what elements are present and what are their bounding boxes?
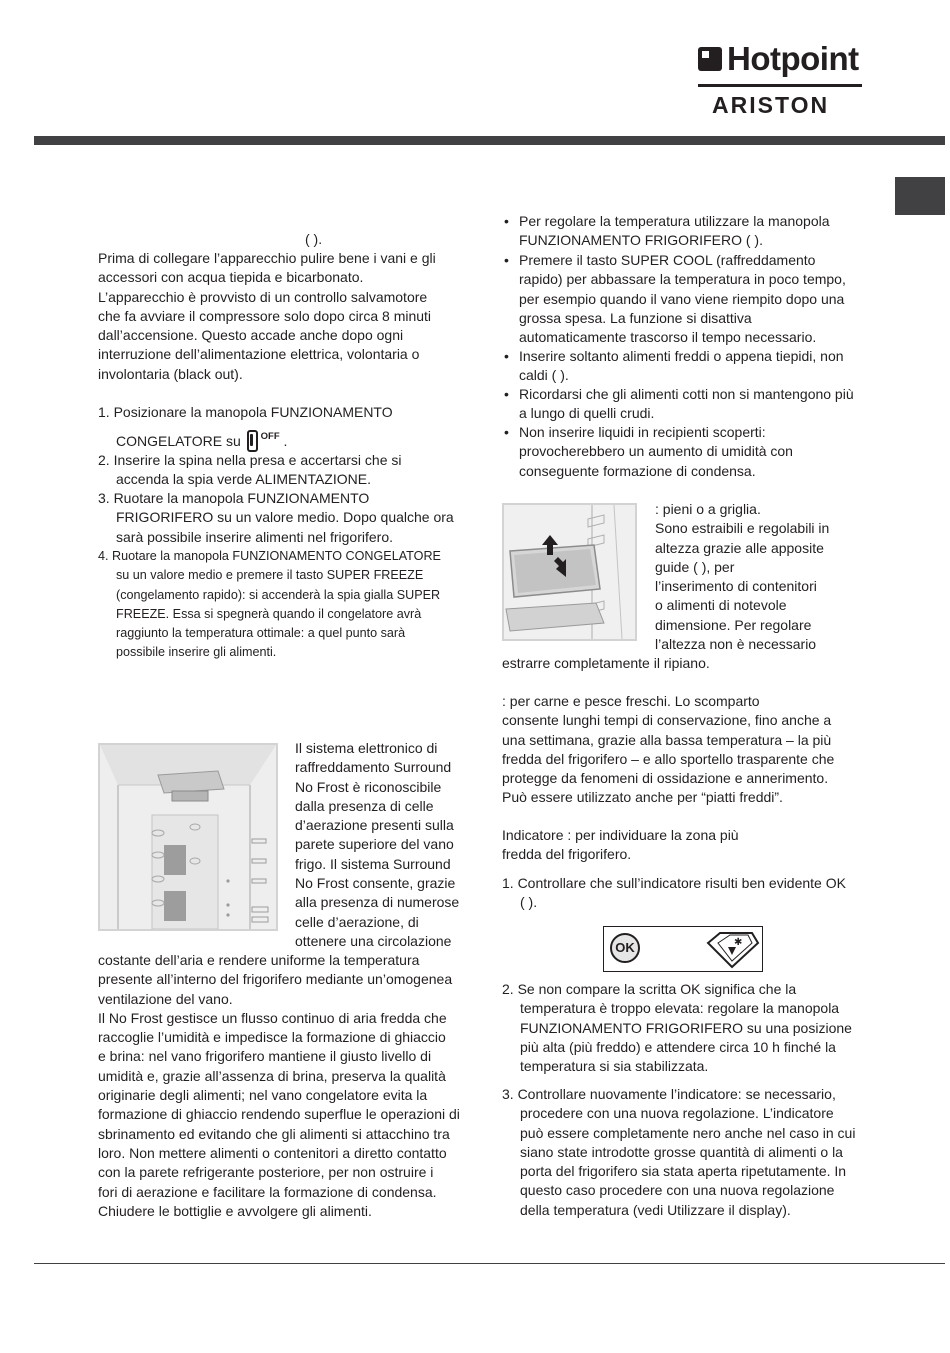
shelves-text-end: estrarre completamente il ripiano. bbox=[502, 655, 710, 671]
bullet-cooked-food: • Ricordarsi che gli alimenti cotti non si mantengono più a lungo di quelli crudi. bbox=[519, 385, 854, 424]
footer-rule bbox=[34, 1263, 945, 1264]
step-3: 3. Ruotare la manopola FUNZIONAMENTO FRIGORIFERO su un valore medio. Dopo qualche ora sarà possibile inserire alimenti nel frigorifero. bbox=[98, 490, 454, 545]
brand-subname: ARISTON bbox=[712, 92, 830, 118]
shelves-figure bbox=[502, 503, 637, 641]
bullet-super-cool: • Premere il tasto SUPER COOL (raffreddamento rapido) per abbassare la temperatura in poco tempo, per esempio quando il vano viene riempito dopo una grossa spesa. La funzione si disattiva automaticamente trascorso il tempo necessario. bbox=[519, 251, 846, 347]
temperature-indicator bbox=[603, 926, 763, 972]
nofrost-figure bbox=[98, 743, 278, 931]
paren-note: ( ). bbox=[305, 231, 323, 247]
step-1: 1. Posizionare la manopola FUNZIONAMENTO CONGELATORE su $^{OFF}$ . bbox=[98, 403, 393, 452]
cold-zone-snowflake-icon bbox=[704, 931, 760, 969]
indicator-step-3: 3. Controllare nuovamente l’indicatore: se necessario, procedere con una nuova regolazione. L’indicatore può essere completamente nero anche nel caso in cui siano state introdotte grosse quantità di alimenti o la porta del frigorifero sia stata aperta ripetutamente. In questo caso procedere con una nuova regolazione della temperatura (vedi Utilizzare il display). bbox=[502, 1086, 856, 1218]
bullet-cold-food: • Inserire soltanto alimenti freddi o appena tiepidi, non caldi ( ). bbox=[519, 347, 844, 386]
fresh-box-text: : per carne e pesce freschi. Lo scomparto consente lunghi tempi di conservazione, fino anche a una settimana, grazie alla bassa temperatura – la più fredda del frigorifero – e allo sportello trasparente che protegge da fenomeni di ossidazione e annerimento. Può essere utilizzato anche per “piatti freddi”. bbox=[502, 693, 835, 806]
brand-name: Hotpoint bbox=[727, 40, 859, 77]
brand-divider bbox=[698, 84, 862, 87]
indicator-step-1: 1. Controllare che sull’indicatore risulti ben evidente OK ( ). bbox=[502, 875, 846, 911]
shelves-text: : pieni o a griglia. Sono estraibili e regolabili in altezza grazie alle apposite guide ( ), per l’inserimento di contenitori o alimenti di notevole dimensione. Per regolare l’altezza non è necessario bbox=[655, 501, 830, 653]
brand-logo-icon bbox=[698, 47, 722, 71]
indicator-text: Indicatore : per individuare la zona più fredda del frigorifero. bbox=[502, 827, 739, 863]
knob-off-icon bbox=[247, 430, 258, 452]
header-bar bbox=[34, 136, 945, 145]
bullet-temperature: • Per regolare la temperatura utilizzare la manopola FUNZIONAMENTO FRIGORIFERO ( ). bbox=[519, 212, 830, 251]
intro-text: Prima di collegare l’apparecchio pulire bene i vani e gli accessori con acqua tiepida e bicarbonato. L’apparecchio è provvisto di un controllo salvamotore che fa avviare il compressore solo dopo circa 8 minuti dall’accensione. Questo accade anche dopo ogni interruzione dell’alimentazione elettrica, volontaria o involontaria (black out). bbox=[98, 250, 436, 382]
nofrost-body: costante dell’aria e rendere uniforme la temperatura presente all’interno del frigorifero mediante un’omogenea ventilazione del vano. Il No Frost gestisce un flusso continuo di aria fredda che raccoglie l’umidità e impedisce la formazione di ghiaccio e brina: nel vano frigorifero mantiene il giusto livello di umidità e, grazie all’assenza di brina, preserva la qualità originarie degli alimenti; nel vano congelatore evita la formazione di ghiaccio rendendo superflue le operazioni di sbrinamento ed evitando che gli alimenti si attacchino tra loro. Non mettere alimenti o contenitori a diretto contatto con la parete refrigerante posteriore, per non ostruire i fori di aerazione e facilitare la formazione di condensa. Chiudere le bottiglie e avvolgere gli alimenti. bbox=[98, 952, 460, 1219]
step-4: 4. Ruotare la manopola FUNZIONAMENTO CONGELATORE su un valore medio e premere il tasto SUPER FREEZE (congelamento rapido): si accenderà la spia gialla SUPER FREEZE. Essa si spegnerà quando il congelatore avrà raggiunto la temperatura ottimale: a quel punto sarà possibile inserire gli alimenti. bbox=[98, 549, 441, 660]
ok-symbol-icon: OK bbox=[610, 933, 640, 963]
svg-text:✱: ✱ bbox=[734, 937, 743, 948]
nofrost-intro: Il sistema elettronico di raffreddamento Surround No Frost è riconoscibile dalla presenza di celle d’aerazione presenti sulla parete superiore del vano frigo. Il sistema Surround No Frost consente, grazie alla presenza di numerose celle d’aerazione, di ottenere una circolazione bbox=[295, 740, 460, 949]
shelf-adjust-illustration bbox=[504, 505, 635, 639]
step-2: 2. Inserire la spina nella presa e accertarsi che si accenda la spia verde ALIMENTAZIONE. bbox=[98, 452, 402, 488]
indicator-step-2: 2. Se non compare la scritta OK significa che la temperatura è troppo elevata: regolare la manopola FUNZIONAMENTO FRIGORIFERO su una posizione più alta (più freddo) e attendere circa 10 h finché la temperatura si sia stabilizzata. bbox=[502, 981, 852, 1075]
language-tab bbox=[895, 177, 945, 215]
bullet-liquids: • Non inserire liquidi in recipienti scoperti: provocherebbero un aumento di umidità con conseguente formazione di condensa. bbox=[519, 423, 793, 481]
fridge-interior-illustration bbox=[100, 745, 276, 929]
